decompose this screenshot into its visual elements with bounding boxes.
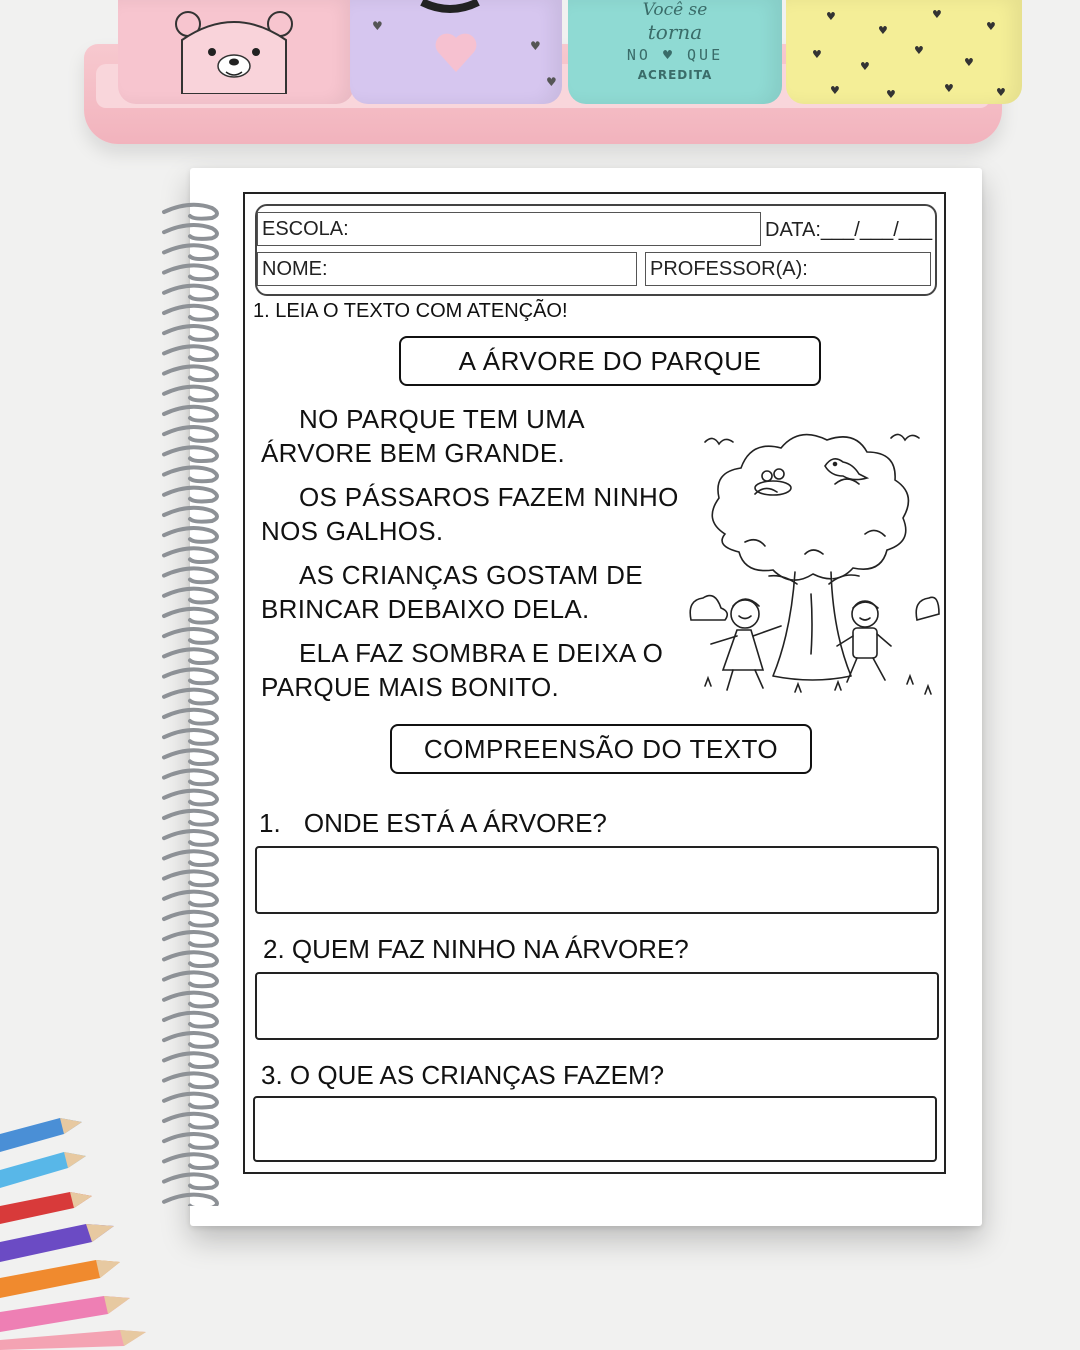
spiral-ring	[164, 306, 217, 320]
spiral-ring	[164, 609, 217, 623]
yellow-cup-hearts-pattern	[786, 0, 1022, 104]
answer-box-3[interactable]	[253, 1096, 937, 1162]
spiral-ring	[164, 528, 217, 542]
slogan-line-3: NO ♥ QUE	[626, 46, 724, 64]
spiral-ring	[164, 467, 217, 481]
spiral-ring	[164, 427, 217, 441]
paragraph-3	[261, 558, 701, 626]
question-2-text: QUEM FAZ NINHO NA ÁRVORE?	[291, 934, 689, 964]
spiral-ring	[164, 1094, 217, 1108]
flying-bird-icon	[705, 438, 733, 444]
spiral-ring	[164, 326, 217, 340]
spiral-ring	[164, 730, 217, 744]
svg-text:♥: ♥	[372, 19, 383, 33]
spiral-ring	[164, 508, 217, 522]
comprehension-title: COMPREENSÃO DO TEXTO	[390, 724, 812, 774]
spiral-ring	[164, 488, 217, 502]
reading-instruction: 1. LEIA O TEXTO COM ATENÇÃO!	[253, 300, 568, 322]
date-label: DATA:___/___/___	[765, 219, 933, 241]
spiral-ring	[164, 1195, 217, 1206]
paragraph-3-line-1: AS CRIANÇAS GOSTAM DE	[299, 560, 643, 590]
spiral-ring	[164, 1174, 217, 1188]
svg-text:♥: ♥	[996, 86, 1006, 99]
svg-text:♥: ♥	[944, 82, 954, 95]
spiral-ring	[164, 568, 217, 582]
spiral-ring	[164, 387, 217, 401]
spiral-ring	[164, 690, 217, 704]
paragraph-4	[261, 636, 711, 704]
spiral-ring	[164, 871, 217, 885]
spiral-ring	[164, 912, 217, 926]
spiral-ring	[164, 750, 217, 764]
svg-text:♥: ♥	[986, 20, 996, 33]
spiral-ring	[164, 710, 217, 724]
spiral-ring	[164, 993, 217, 1007]
svg-text:♥: ♥	[830, 84, 840, 97]
spiral-ring	[164, 1013, 217, 1027]
spiral-ring	[164, 407, 217, 421]
svg-text:♥: ♥	[886, 88, 896, 101]
worksheet-page	[243, 192, 946, 1174]
answer-box-2[interactable]	[255, 972, 939, 1040]
spiral-ring	[164, 831, 217, 845]
teacher-field[interactable]	[645, 252, 931, 286]
spiral-binding	[150, 196, 230, 1206]
bear-face-icon	[174, 10, 294, 94]
slogan-line-2: torna	[647, 20, 703, 44]
spiral-ring	[164, 649, 217, 663]
spiral-ring	[164, 1134, 217, 1148]
paragraph-2-line-1: OS PÁSSAROS FAZEM NINHO	[299, 482, 679, 512]
svg-text:♥: ♥	[878, 24, 888, 37]
svg-text:♥: ♥	[932, 8, 942, 21]
colored-pencils	[0, 1100, 170, 1350]
spiral-ring	[164, 932, 217, 946]
spiral-ring	[164, 1073, 217, 1087]
name-label: NOME:	[262, 258, 328, 280]
slogan-line-1: Você se	[642, 0, 708, 20]
spiral-ring	[164, 1154, 217, 1168]
spiral-ring	[164, 447, 217, 461]
svg-text:♥: ♥	[546, 75, 557, 89]
spiral-ring	[164, 1114, 217, 1128]
text-title: A ÁRVORE DO PARQUE	[399, 336, 821, 386]
spiral-ring	[164, 286, 217, 300]
svg-text:♥: ♥	[964, 56, 974, 69]
school-label: ESCOLA:	[262, 218, 349, 240]
spiral-ring	[164, 1033, 217, 1047]
svg-text:♥: ♥	[826, 10, 836, 23]
spiral-ring	[164, 952, 217, 966]
paragraph-1-line-2: ÁRVORE BEM GRANDE.	[261, 438, 565, 468]
paragraph-4-line-2: PARQUE MAIS BONITO.	[261, 672, 560, 702]
question-3	[261, 1060, 664, 1091]
flying-bird-icon	[891, 434, 919, 440]
spiral-ring	[164, 669, 217, 683]
svg-text:♥: ♥	[530, 39, 541, 53]
question-1-text: ONDE ESTÁ A ÁRVORE?	[303, 808, 607, 838]
paragraph-2-line-2: NOS GALHOS.	[261, 516, 444, 546]
spiral-ring	[164, 770, 217, 784]
spiral-ring	[164, 245, 217, 259]
cup-slogan	[600, 0, 750, 81]
spiral-ring	[164, 629, 217, 643]
spiral-ring	[164, 811, 217, 825]
question-1	[259, 808, 607, 839]
paragraph-1-line-1: NO PARQUE TEM UMA	[299, 404, 585, 434]
spiral-ring	[164, 225, 217, 239]
spiral-ring	[164, 791, 217, 805]
svg-text:♥: ♥	[860, 60, 870, 73]
date-field[interactable]	[765, 219, 935, 242]
tree-illustration	[685, 424, 941, 704]
paragraph-4-line-1: ELA FAZ SOMBRA E DEIXA O	[299, 638, 664, 668]
spiral-ring	[164, 205, 217, 219]
question-2	[263, 934, 689, 965]
question-3-text: O QUE AS CRIANÇAS FAZEM?	[289, 1060, 665, 1090]
paragraph-3-line-2: BRINCAR DEBAIXO DELA.	[261, 594, 590, 624]
spiral-ring	[164, 851, 217, 865]
spiral-ring	[164, 589, 217, 603]
spiral-ring	[164, 265, 217, 279]
spiral-ring	[164, 892, 217, 906]
question-2-number: 2.	[263, 934, 285, 964]
question-1-number: 1.	[259, 808, 281, 838]
spiral-ring	[164, 548, 217, 562]
question-3-number: 3.	[261, 1060, 283, 1090]
spiral-ring	[164, 346, 217, 360]
paragraph-2	[261, 480, 721, 548]
paragraph-1	[261, 402, 701, 470]
school-field[interactable]	[257, 212, 761, 246]
cup-hearts-pattern	[350, 0, 562, 104]
svg-text:♥: ♥	[914, 44, 924, 57]
spiral-ring	[164, 1053, 217, 1067]
name-field[interactable]	[257, 252, 637, 286]
spiral-ring	[164, 366, 217, 380]
answer-box-1[interactable]	[255, 846, 939, 914]
slogan-line-4: ACREDITA	[637, 68, 713, 82]
spiral-ring	[164, 972, 217, 986]
svg-text:♥: ♥	[812, 48, 822, 61]
teacher-label: PROFESSOR(A):	[650, 258, 808, 280]
